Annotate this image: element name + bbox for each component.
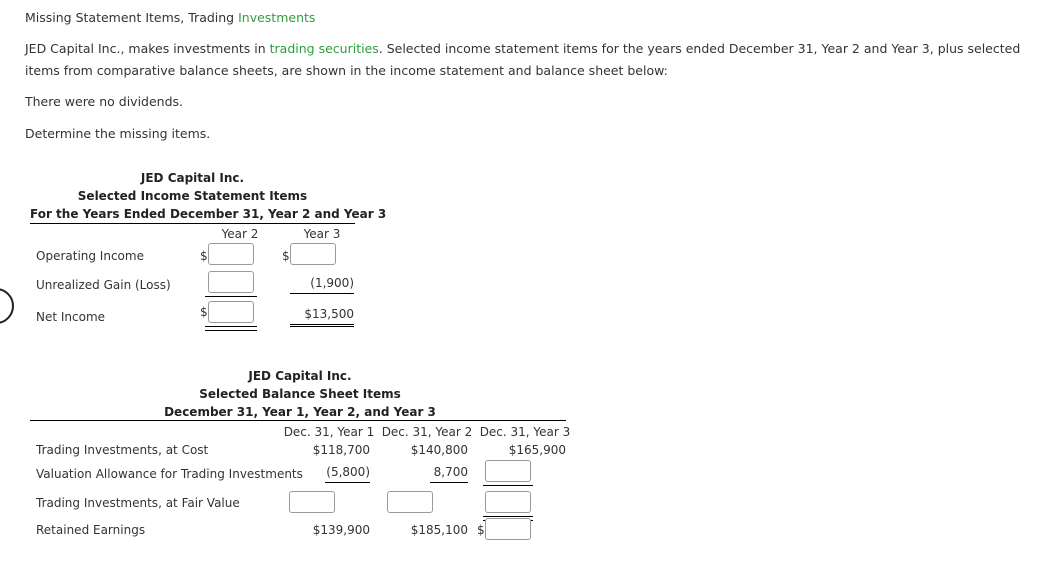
underline bbox=[205, 296, 257, 297]
underline bbox=[483, 485, 533, 486]
is-col-year2: Year 2 bbox=[221, 227, 259, 241]
title-text: Missing Statement Items, Trading bbox=[25, 10, 239, 25]
fair-value-year2-input[interactable] bbox=[387, 491, 433, 513]
allowance-year1-value: (5,800) bbox=[325, 464, 370, 483]
fair-value-year3-input[interactable] bbox=[485, 491, 531, 513]
bs-row-label: Trading Investments, at Cost bbox=[36, 443, 209, 457]
dollar-sign: $ bbox=[200, 249, 208, 263]
intro-paragraph bbox=[25, 38, 1040, 81]
is-period: For the Years Ended December 31, Year 2 and Year 3 bbox=[30, 207, 387, 221]
bs-company: JED Capital Inc. bbox=[248, 369, 352, 383]
retained-earnings-year2-value: $185,100 bbox=[410, 523, 468, 537]
net-income-year3-value: $13,500 bbox=[290, 306, 354, 327]
dollar-sign: $ bbox=[200, 305, 208, 319]
bs-row-label: Retained Earnings bbox=[36, 523, 146, 537]
retained-earnings-year3-input[interactable] bbox=[485, 518, 531, 540]
unrealized-gain-year2-input[interactable] bbox=[208, 271, 254, 293]
bs-header-rule bbox=[30, 420, 566, 421]
net-income-year2-input[interactable] bbox=[208, 301, 254, 323]
bs-period: December 31, Year 1, Year 2, and Year 3 bbox=[164, 405, 436, 419]
is-col-year3: Year 3 bbox=[303, 227, 341, 241]
is-company: JED Capital Inc. bbox=[140, 171, 245, 185]
page-title bbox=[25, 7, 315, 29]
no-dividends-text: There were no dividends. bbox=[25, 94, 184, 109]
intro-text-1: JED Capital Inc., makes investments in bbox=[25, 41, 270, 56]
operating-income-year3-input[interactable] bbox=[290, 243, 336, 265]
allowance-year2-value: 8,700 bbox=[430, 464, 468, 483]
is-row-label: Net Income bbox=[36, 310, 106, 324]
fair-value-year1-input[interactable] bbox=[289, 491, 335, 513]
cost-year1-value: $118,700 bbox=[312, 443, 370, 457]
bs-row-label: Valuation Allowance for Trading Investments bbox=[36, 467, 303, 481]
allowance-year3-input[interactable] bbox=[485, 460, 531, 482]
bs-row-label: Trading Investments, at Fair Value bbox=[36, 496, 240, 510]
bs-col-year2: Dec. 31, Year 2 bbox=[381, 425, 473, 439]
bs-title: Selected Balance Sheet Items bbox=[199, 387, 401, 401]
cost-year3-value: $165,900 bbox=[508, 443, 566, 457]
retained-earnings-year1-value: $139,900 bbox=[312, 523, 370, 537]
bs-col-year1: Dec. 31, Year 1 bbox=[283, 425, 375, 439]
is-row-label: Operating Income bbox=[36, 249, 144, 263]
bs-col-year3: Dec. 31, Year 3 bbox=[479, 425, 571, 439]
investments-link[interactable]: Investments bbox=[238, 10, 316, 25]
is-row-label: Unrealized Gain (Loss) bbox=[36, 278, 171, 292]
instruction-text: Determine the missing items. bbox=[25, 126, 211, 141]
double-underline bbox=[205, 326, 257, 331]
is-title: Selected Income Statement Items bbox=[77, 189, 308, 203]
dollar-sign: $ bbox=[477, 523, 485, 537]
unrealized-gain-year3-value: (1,900) bbox=[290, 275, 354, 294]
side-circle-icon bbox=[0, 288, 14, 324]
is-header-rule bbox=[30, 223, 355, 224]
trading-securities-link[interactable]: trading securities bbox=[269, 41, 379, 56]
dollar-sign: $ bbox=[282, 249, 290, 263]
operating-income-year2-input[interactable] bbox=[208, 243, 254, 265]
cost-year2-value: $140,800 bbox=[410, 443, 468, 457]
intro-text-2: . Selected income statement items for the years ended December 31, Year 2 and Year 3, plus selected items from comparative balance sheets, are shown in the income statement and balance sheet below: bbox=[25, 41, 1021, 78]
